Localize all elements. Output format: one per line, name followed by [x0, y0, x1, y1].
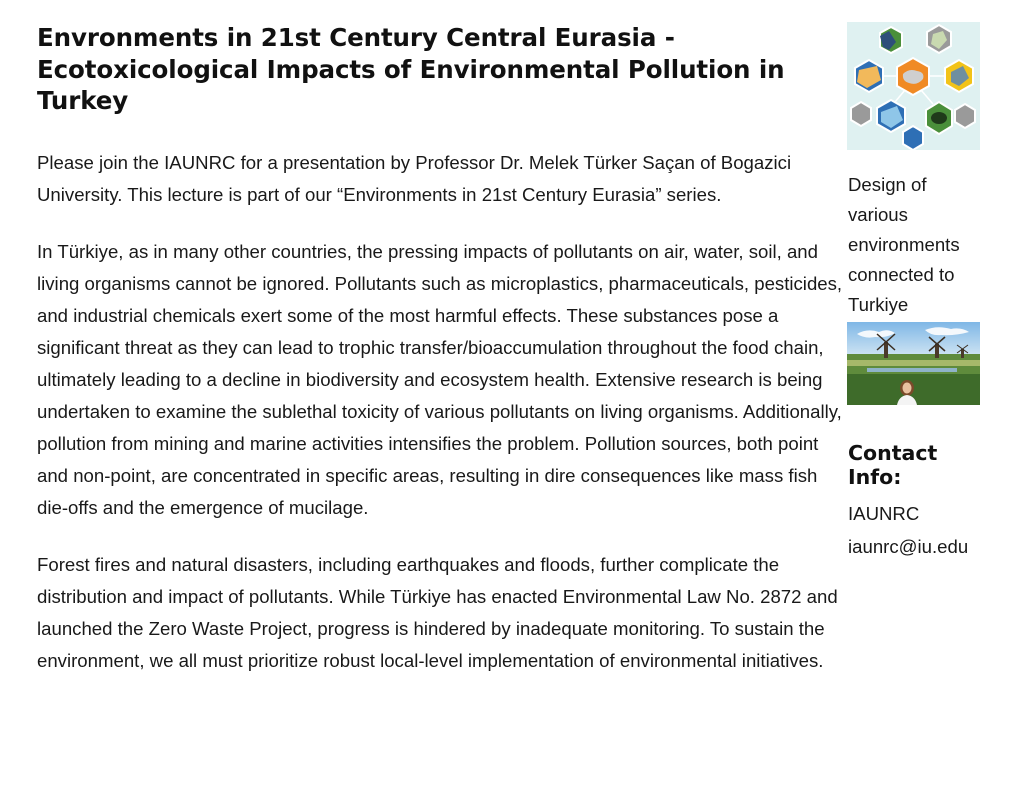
- environments-collage-image[interactable]: [847, 22, 980, 150]
- body-paragraph: In Türkiye, as in many other countries, the pressing impacts of pollutants on air, water, soil, and living organisms cannot be ignored. Pollutants such as microplastics, pharmaceuticals, pesticides, and industrial chemicals exert some of the most harmful effects. These substances pose a significant threat as they can lead to trophic transfer/bioaccumulation throughout the food chain, ultimately leading to a decline in biodiversity and ecosystem health. Extensive research is being undertaken to examine the sublethal toxicity of various pollutants on living organisms. Additionally, pollution from mining and marine activities intensifies the problem. Pollution sources, both point and non-point, are concentrated in specific areas, resulting in dire consequences like mass fish die-offs and the emergence of mucilage.: [37, 240, 843, 518]
- closing-paragraph: Forest fires and natural disasters, including earthquakes and floods, further complicate the distribution and impact of pollutants. While Türkiye has enacted Environmental Law No. 2872 and launched the Zero Waste Project, progress is hindered by inadequate monitoring. To sustain the environment, we all must prioritize robust local-level implementation of environmental initiatives.: [37, 553, 838, 671]
- windmills-portrait-photo[interactable]: [847, 322, 980, 405]
- article: [37, 22, 847, 677]
- intro-paragraph: Please join the IAUNRC for a presentation by Professor Dr. Melek Türker Saçan of Bogazici University. This lecture is part of our “Environments in 21st Century Eurasia” series.: [37, 151, 792, 205]
- contact-email-link[interactable]: iaunrc@iu.edu: [848, 536, 969, 557]
- contact-heading: Contact Info:: [848, 441, 938, 489]
- sidebar: [847, 22, 987, 563]
- contact-organization: IAUNRC: [848, 503, 920, 524]
- page-title: Envronments in 21st Century Central Eurasia - Ecotoxicological Impacts of Environmental Pollution in Turkey: [37, 23, 785, 115]
- collage-caption: Design of various environments connected to Turkiye: [848, 174, 960, 315]
